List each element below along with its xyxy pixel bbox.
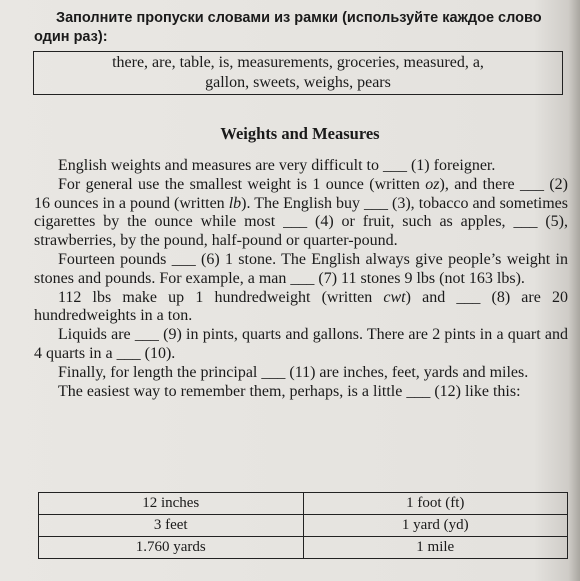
paragraph-2: For general use the smallest weight is 1 ounce (written oz), and there ___ (2) 16 ounces in a pound (written lb). The English buy ___ (3), tobacco and sometimes cigarettes by the ounce while most ___ (4) or fruit, such as apples, ___ (5), strawberries, by the pound, half-pound or quarter-pound. [34, 175, 569, 250]
table-cell: 1.760 yards [39, 537, 304, 559]
word-box [33, 51, 563, 95]
paragraph-1: English weights and measures are very difficult to ___ (1) foreigner. [58, 157, 496, 174]
text-title: Weights and Measures [220, 124, 380, 143]
paragraph-4: 112 lbs make up 1 hundredweight (written cwt) and ___ (8) are 20 hundredweights in a ton. [34, 288, 568, 325]
exercise-instruction: Заполните пропуски словами из рамки (используйте каждое слово один раз): [34, 10, 542, 45]
table-cell: 1 mile [303, 537, 568, 559]
table-row [39, 537, 568, 559]
abbr-lb: lb [228, 194, 242, 212]
table-row [39, 515, 568, 537]
table-cell: 3 feet [39, 515, 304, 537]
paragraph-7: The easiest way to remember them, perhaps, is a little ___ (12) like this: [58, 382, 521, 400]
table-cell: 12 inches [39, 493, 304, 515]
abbr-oz: oz [425, 175, 440, 193]
table-cell: 1 foot (ft) [303, 493, 568, 515]
table-cell: 1 yard (yd) [303, 515, 568, 537]
word-box-line-1: there, are, table, is, measurements, groceries, measured, a, [112, 54, 484, 71]
abbr-cwt: cwt [383, 288, 406, 306]
table-row [39, 493, 568, 515]
measures-table [38, 492, 568, 559]
text-body [34, 157, 568, 401]
paragraph-3: Fourteen pounds ___ (6) 1 stone. The English always give people’s weight in stones and pounds. For example, a man ___ (7) 11 stones 9 lbs (not 163 lbs). [34, 250, 568, 287]
word-box-line-2: gallon, sweets, weighs, pears [205, 74, 391, 91]
paragraph-5: Liquids are ___ (9) in pints, quarts and gallons. There are 2 pints in a quart and 4 quarts in a ___ (10). [34, 326, 568, 362]
paragraph-6: Finally, for length the principal ___ (11) are inches, feet, yards and miles. [58, 363, 529, 381]
